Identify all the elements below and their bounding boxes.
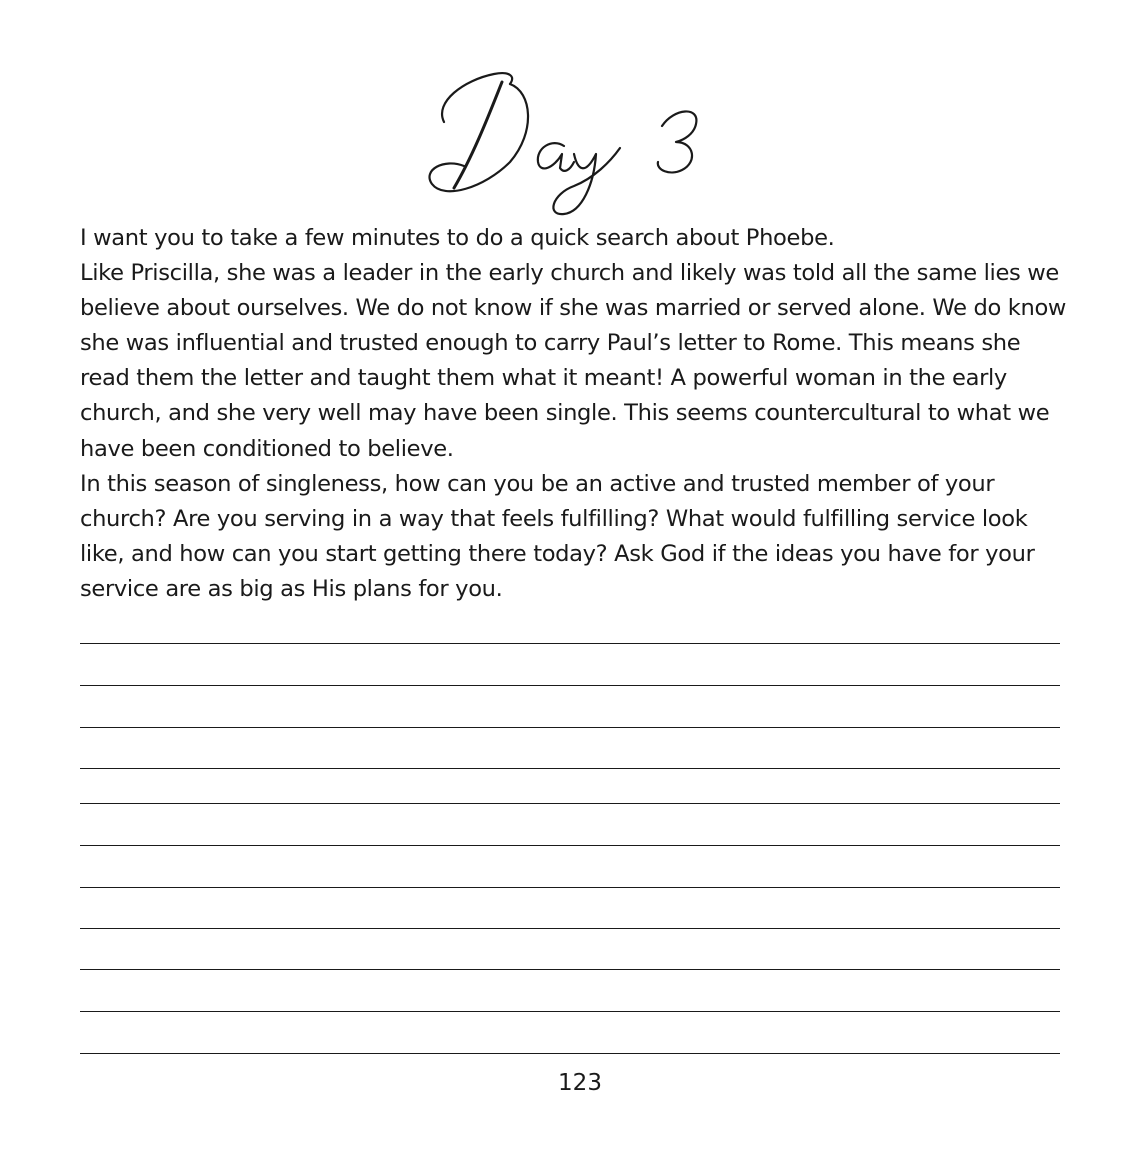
reflection-question-paragraph: In this season of singleness, how can you be an active and trusted member of your church? Are you serving in a way that feels fulfilling? What would fulfilling service look like, and how can you start getting there today? Ask God if the ideas you have for your service are as big as His plans for you. [80,470,1035,602]
page-number: 123 [558,1070,602,1096]
writing-line[interactable] [80,928,1060,929]
writing-line[interactable] [80,887,1060,888]
writing-line[interactable] [80,1011,1060,1012]
writing-line[interactable] [80,768,1060,769]
writing-line[interactable] [80,727,1060,728]
intro-paragraph: I want you to take a few minutes to do a quick search about Phoebe. [80,225,835,251]
phoebe-paragraph: Like Priscilla, she was a leader in the early church and likely was told all the same lies we believe about ourselves. We do not know if she was married or served alone. We do know she was influential and trusted enough to carry Paul’s letter to Rome. This means she read them the letter and taught them what it meant! A powerful woman in the early church, and she very well may have been single. This seems countercultural to what we have been conditioned to believe. [80,260,1067,462]
journal-writing-area[interactable] [80,0,1060,1152]
writing-line[interactable] [80,845,1060,846]
writing-line[interactable] [80,969,1060,970]
writing-line[interactable] [80,1053,1060,1054]
writing-line[interactable] [80,685,1060,686]
writing-line[interactable] [80,803,1060,804]
writing-line[interactable] [80,643,1060,644]
